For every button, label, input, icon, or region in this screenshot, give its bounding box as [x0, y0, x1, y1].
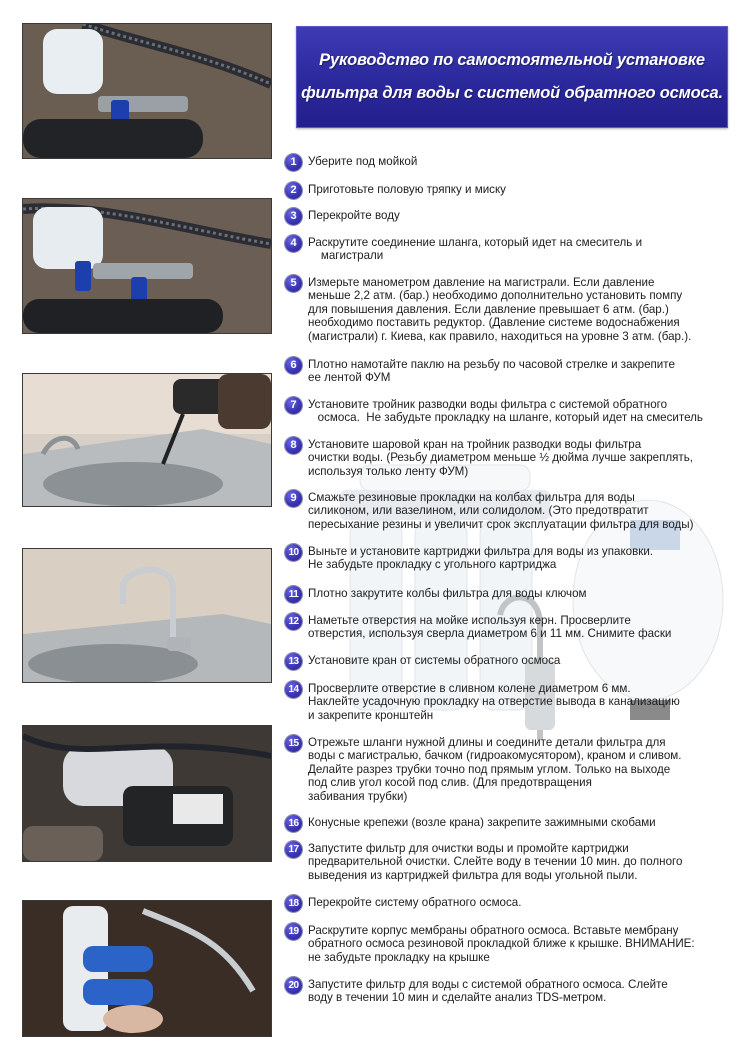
step-14	[285, 682, 730, 722]
step-text: Установите шаровой кран на тройник разводки воды фильтра очистки воды. (Резьбу диаметром меньше ½ дюйма лучше закреплять, используя только ленту ФУМ)	[308, 438, 693, 478]
step-2	[285, 183, 730, 199]
step-text: Перекройте воду	[308, 209, 400, 222]
step-number-badge: 16	[285, 815, 302, 832]
shutoff-valve-photo	[22, 23, 272, 159]
step-17	[285, 842, 730, 882]
step-number-badge: 3	[285, 208, 302, 225]
step-20	[285, 978, 730, 1005]
step-text: Запустите фильтр для очистки воды и промойте картриджи предварительной очистки. Слейте воду в течении 10 мин. до полного выведения из картриджей фильтра для воды угольной пыли.	[308, 842, 683, 882]
step-text: Плотно намотайте паклю на резьбу по часовой стрелке и закрепите ее лентой ФУМ	[308, 358, 675, 385]
title-banner	[296, 26, 728, 128]
step-6	[285, 358, 730, 385]
step-text: Конусные крепежи (возле крана) закрепите зажимными скобами	[308, 816, 656, 829]
step-text: Раскрутите корпус мембраны обратного осмоса. Вставьте мембрану обратного осмоса резиновой прокладкой ближе к крышке. ВНИМАНИЕ: не забудьте прокладку на крышке	[308, 924, 695, 964]
step-text: Просверлите отверстие в сливном колене диаметром 6 мм. Наклейте усадочную прокладку на отверстие вывода в канализацию и закрепите кронштейн	[308, 682, 680, 722]
step-text: Выньте и установите картриджи фильтра для воды из упаковки. Не забудьте прокладку с угольного картриджа	[308, 545, 654, 572]
membrane-housing-photo	[22, 900, 272, 1037]
step-number-badge: 17	[285, 841, 302, 858]
step-number-badge: 13	[285, 653, 302, 670]
step-text: Плотно закрутите колбы фильтра для воды ключом	[308, 587, 587, 600]
step-number-badge: 11	[285, 586, 302, 603]
step-5	[285, 276, 730, 343]
drain-clamp-photo	[22, 725, 272, 862]
step-3	[285, 209, 730, 225]
drilling-sink-photo	[22, 373, 272, 507]
step-text: Запустите фильтр для воды с системой обратного осмоса. Слейте воду в течении 10 мин и сделайте анализ TDS-метром.	[308, 978, 668, 1005]
step-text: Наметьте отверстия на мойке используя керн. Просверлите отверстия, используя сверла диаметром 6 и 11 мм. Снимите фаски	[308, 614, 672, 641]
step-text: Смажьте резиновые прокладки на колбах фильтра для воды силиконом, или вазелином, или солидолом. (Это предотвратит пересыхание резины и увеличит срок эксплуатации фильтра для воды)	[308, 491, 694, 531]
step-number-badge: 4	[285, 235, 302, 252]
step-12	[285, 614, 730, 641]
step-number-badge: 20	[285, 977, 302, 994]
step-number-badge: 6	[285, 357, 302, 374]
step-number-badge: 2	[285, 182, 302, 199]
hose-connection-photo	[22, 198, 272, 334]
step-16	[285, 816, 730, 832]
title-line-2: фильтра для воды с системой обратного осмоса.	[301, 84, 723, 102]
step-1	[285, 155, 730, 171]
step-11	[285, 587, 730, 603]
step-text: Приготовьте половую тряпку и миску	[308, 183, 506, 196]
step-4	[285, 236, 730, 263]
step-text: Отрежьте шланги нужной длины и соедините детали фильтра для воды с магистралью, бачком (гидроакомусятором), краном и сливом. Делайте разрез трубки точно под прямым углом. Только на выходе под слив угол косой под слив. (Для предотвращения забивания трубки)	[308, 736, 682, 803]
step-7	[285, 398, 730, 425]
step-text: Измерьте манометром давление на магистрали. Если давление меньше 2,2 атм. (бар.) необходимо дополнительно установить помпу для повышения давления. Если давление превышает 6 атм. (бар.) необходимо поставить редуктор. (Давление системе водоснабжения (магистрали) г. Киева, как правило, находиться на уровне 3 атм. (бар.).	[308, 276, 692, 343]
step-15	[285, 736, 730, 803]
step-number-badge: 5	[285, 275, 302, 292]
step-text: Установите кран от системы обратного осмоса	[308, 654, 561, 667]
step-number-badge: 7	[285, 397, 302, 414]
step-8	[285, 438, 730, 478]
step-text: Перекройте систему обратного осмоса.	[308, 896, 522, 909]
step-text: Раскрутите соединение шланга, который идет на смеситель и магистрали	[308, 236, 643, 263]
step-number-badge: 12	[285, 613, 302, 630]
title-line-1: Руководство по самостоятельной установке	[319, 51, 705, 69]
step-number-badge: 1	[285, 154, 302, 171]
step-number-badge: 19	[285, 923, 302, 940]
step-19	[285, 924, 730, 964]
step-13	[285, 654, 730, 670]
step-number-badge: 14	[285, 681, 302, 698]
step-number-badge: 10	[285, 544, 302, 561]
faucet-installed-photo	[22, 548, 272, 683]
step-text: Уберите под мойкой	[308, 155, 418, 168]
step-text: Установите тройник разводки воды фильтра с системой обратного осмоса. Не забудьте прокладку на шланге, который идет на смеситель	[308, 398, 703, 425]
step-10	[285, 545, 730, 572]
step-9	[285, 491, 730, 531]
step-number-badge: 9	[285, 490, 302, 507]
step-18	[285, 896, 730, 912]
step-number-badge: 8	[285, 437, 302, 454]
step-number-badge: 15	[285, 735, 302, 752]
step-number-badge: 18	[285, 895, 302, 912]
